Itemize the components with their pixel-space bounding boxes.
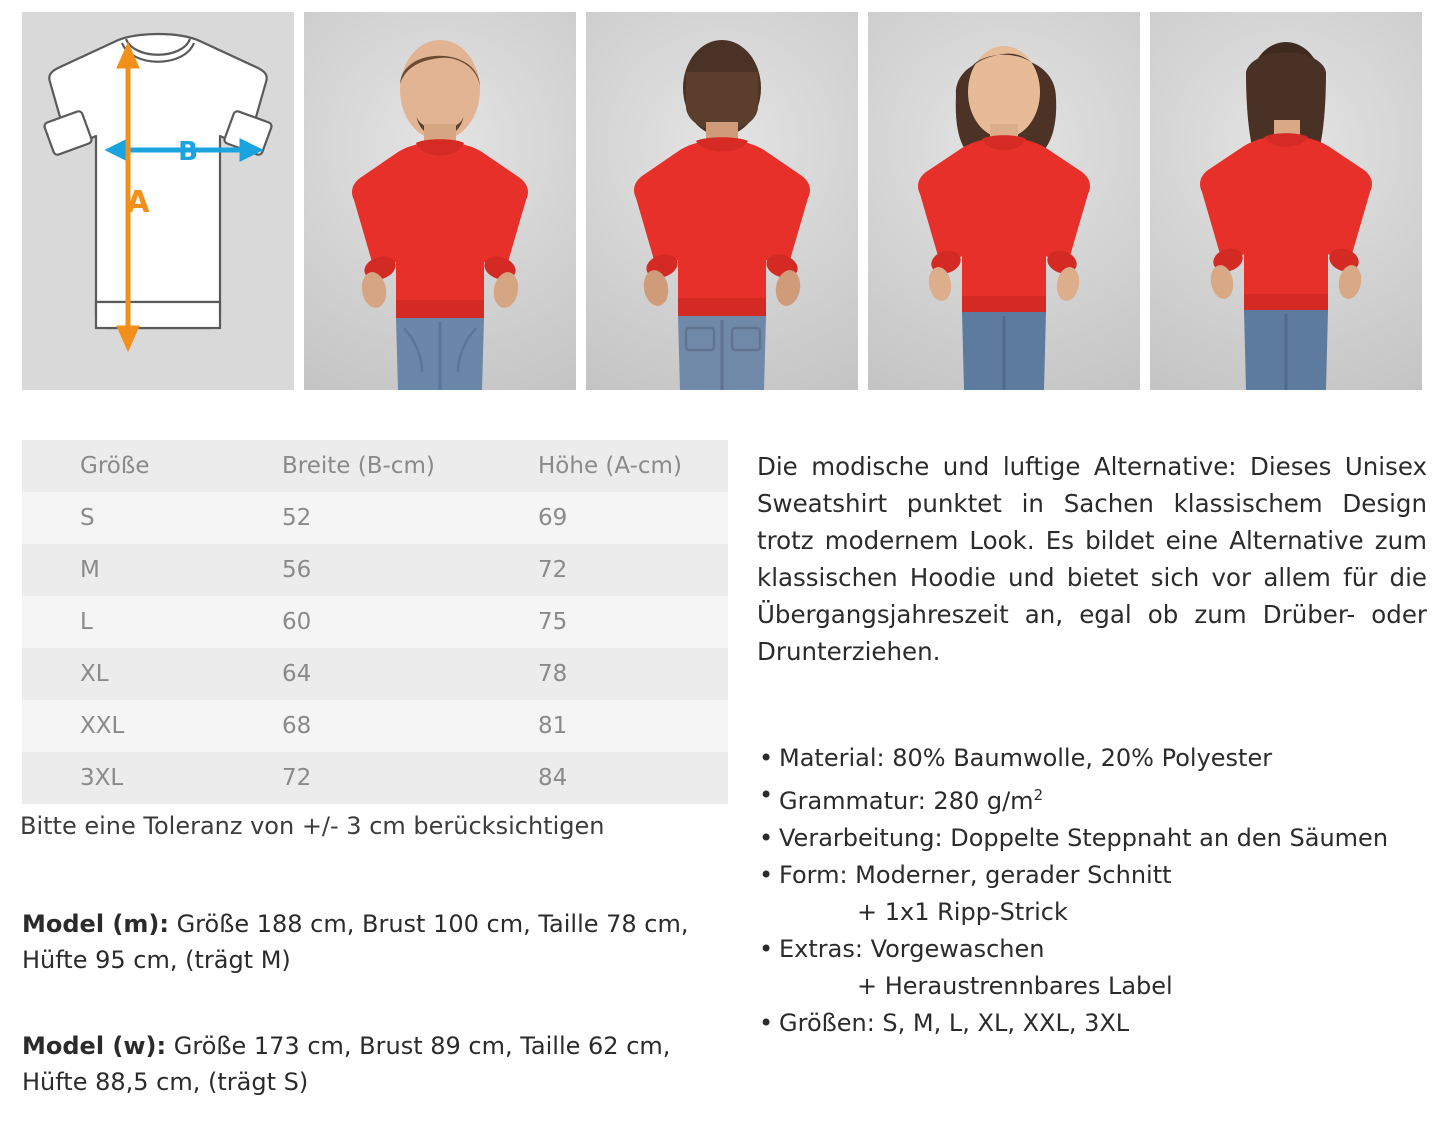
- cell-height: 81: [538, 713, 568, 739]
- product-feature-list: [757, 740, 1437, 1042]
- feature-text: Verarbeitung: Doppelte Steppnaht an den Säumen: [779, 824, 1389, 852]
- product-description: Die modische und luftige Alternative: Dieses Unisex Sweatshirt punktet in Sachen klassischem Design trotz modernem Look. Es bildet eine Alternative zum klassischen Hoodie und bietet sich vor allem für die Übergangsjahreszeit an, egal ob zum Drüber- oder Drunterziehen.: [757, 452, 1427, 666]
- bullet-icon: •: [759, 935, 774, 963]
- cell-height: 78: [538, 661, 568, 687]
- feature-text: + Heraustrennbares Label: [857, 972, 1173, 1000]
- model-male-text: Größe 188 cm, Brust 100 cm, Taille 78 cm, Hüfte 95 cm, (trägt M): [22, 910, 689, 974]
- bullet-icon: •: [759, 781, 774, 809]
- feature-text: + 1x1 Ripp-Strick: [857, 898, 1068, 926]
- table-row: [22, 648, 728, 700]
- column-header-width: Breite (B-cm): [282, 453, 435, 479]
- cell-size: M: [80, 557, 100, 583]
- column-header-size: Größe: [80, 453, 150, 479]
- table-row: [22, 544, 728, 596]
- table-row: [22, 700, 728, 752]
- bullet-icon: •: [759, 861, 774, 889]
- model-female-info: [22, 1028, 722, 1100]
- column-header-height: Höhe (A-cm): [538, 453, 682, 479]
- cell-width: 68: [282, 713, 312, 739]
- table-header-row: [22, 440, 728, 492]
- cell-width: 72: [282, 765, 312, 791]
- list-item: [757, 740, 1437, 777]
- tolerance-note: Bitte eine Toleranz von +/- 3 cm berücksichtigen: [20, 812, 605, 840]
- list-item-sub: [757, 968, 1437, 1005]
- female-model-front-photo: [868, 12, 1140, 390]
- cell-height: 84: [538, 765, 568, 791]
- cell-height: 75: [538, 609, 568, 635]
- feature-text: Form: Moderner, gerader Schnitt: [779, 861, 1172, 889]
- table-row: [22, 596, 728, 648]
- cell-size: L: [80, 609, 93, 635]
- list-item: [757, 777, 1437, 820]
- female-model-back-photo: [1150, 12, 1422, 390]
- male-model-back-photo: [586, 12, 858, 390]
- bullet-icon: •: [759, 744, 774, 772]
- cell-height: 72: [538, 557, 568, 583]
- cell-size: 3XL: [80, 765, 124, 791]
- cell-width: 56: [282, 557, 312, 583]
- bullet-icon: •: [759, 1009, 774, 1037]
- product-photo-strip: [22, 12, 1422, 390]
- list-item: [757, 857, 1437, 894]
- cell-width: 64: [282, 661, 312, 687]
- feature-text: Größen: S, M, L, XL, XXL, 3XL: [779, 1009, 1130, 1037]
- cell-height: 69: [538, 505, 568, 531]
- model-male-label: Model (m):: [22, 910, 169, 938]
- feature-text: Material: 80% Baumwolle, 20% Polyester: [779, 744, 1273, 772]
- list-item: [757, 820, 1437, 857]
- feature-text: Grammatur: 280 g/m: [779, 787, 1034, 815]
- feature-text: Extras: Vorgewaschen: [779, 935, 1045, 963]
- cell-size: S: [80, 505, 95, 531]
- male-model-front-photo: [304, 12, 576, 390]
- diagram-label-a: A: [126, 185, 150, 220]
- model-female-text: Größe 173 cm, Brust 89 cm, Taille 62 cm, Hüfte 88,5 cm, (trägt S): [22, 1032, 671, 1096]
- table-row: [22, 492, 728, 544]
- cell-width: 60: [282, 609, 312, 635]
- diagram-label-b: B: [178, 137, 198, 167]
- size-chart-table: [22, 440, 728, 804]
- model-female-label: Model (w):: [22, 1032, 167, 1060]
- list-item: [757, 931, 1437, 968]
- table-row: [22, 752, 728, 804]
- cell-size: XL: [80, 661, 109, 687]
- list-item: [757, 1005, 1437, 1042]
- cell-width: 52: [282, 505, 312, 531]
- size-diagram-image: [22, 12, 294, 390]
- bullet-icon: •: [759, 824, 774, 852]
- model-male-info: [22, 906, 722, 978]
- list-item-sub: [757, 894, 1437, 931]
- feature-superscript: 2: [1033, 786, 1044, 804]
- cell-size: XXL: [80, 713, 125, 739]
